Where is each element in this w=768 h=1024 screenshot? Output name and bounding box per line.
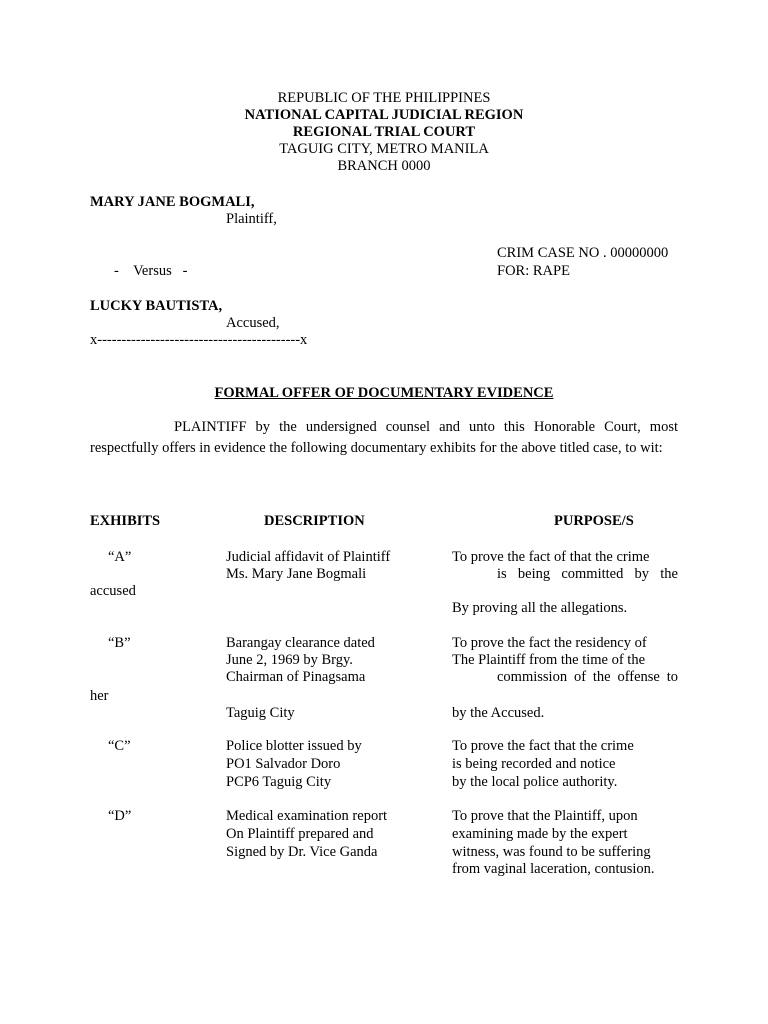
exhibit-purpose-line: The Plaintiff from the time of the [452, 652, 646, 668]
exhibit-purpose-line: By proving all the allegations. [452, 600, 628, 616]
exhibit-description-line: PCP6 Taguig City [226, 774, 332, 790]
exhibit-label: “A” [108, 549, 132, 565]
exhibit-description-line: Ms. Mary Jane Bogmali [226, 566, 367, 582]
plaintiff-name: MARY JANE BOGMALI, [90, 194, 255, 210]
accused-role: Accused, [226, 315, 280, 331]
exhibit-description-line: Police blotter issued by [226, 738, 362, 754]
exhibit-description-line: On Plaintiff prepared and [226, 826, 374, 842]
exhibit-purpose-overflow: accused [90, 583, 136, 599]
exhibit-purpose-line: commission of the offense to [497, 669, 678, 685]
exhibit-purpose-line: is being recorded and notice [452, 756, 616, 772]
exhibit-purpose-line: from vaginal laceration, contusion. [452, 861, 655, 877]
exhibit-description-line: Medical examination report [226, 808, 388, 824]
header-exhibits: EXHIBITS [90, 513, 161, 529]
case-number: CRIM CASE NO . 00000000 [497, 245, 669, 261]
exhibit-description-line: Judicial affidavit of Plaintiff [226, 549, 391, 565]
exhibit-purpose-line: To prove the fact the residency of [452, 635, 647, 651]
exhibit-description-line: Barangay clearance dated [226, 635, 375, 651]
exhibit-description-line: PO1 Salvador Doro [226, 756, 341, 772]
exhibit-description-line: Chairman of Pinagsama [226, 669, 366, 685]
exhibit-purpose-line: To prove the fact that the crime [452, 738, 634, 754]
exhibit-purpose-overflow: her [90, 688, 109, 704]
exhibit-description-line: Signed by Dr. Vice Ganda [226, 844, 378, 860]
exhibit-description-line: June 2, 1969 by Brgy. [226, 652, 353, 668]
caption-separator: x------------------------------------------x [90, 332, 308, 348]
exhibit-purpose-line: witness, was found to be suffering [452, 844, 651, 860]
header-description: DESCRIPTION [264, 513, 365, 529]
header-republic: REPUBLIC OF THE PHILIPPINES [277, 90, 491, 106]
intro-paragraph: PLAINTIFF by the undersigned counsel and unto this Honorable Court, most respectfully offers in evidence the following documentary exhibits for the above titled case, to wit: [90, 419, 678, 456]
header-city: TAGUIG CITY, METRO MANILA [279, 141, 489, 157]
exhibit-purpose-line: by the local police authority. [452, 774, 618, 790]
header-region: NATIONAL CAPITAL JUDICIAL REGION [244, 107, 524, 123]
exhibit-label: “B” [108, 635, 131, 651]
exhibit-purpose-line: To prove that the Plaintiff, upon [452, 808, 638, 824]
exhibit-label: “D” [108, 808, 132, 824]
header-branch: BRANCH 0000 [337, 158, 431, 174]
document-title: FORMAL OFFER OF DOCUMENTARY EVIDENCE [214, 385, 554, 401]
header-purpose: PURPOSE/S [554, 513, 634, 529]
versus: - Versus - [114, 263, 188, 279]
plaintiff-role: Plaintiff, [226, 211, 277, 227]
exhibit-purpose-line: is being committed by the [497, 566, 678, 582]
exhibit-description-line: Taguig City [226, 705, 295, 721]
exhibit-purpose-line: by the Accused. [452, 705, 545, 721]
accused-name: LUCKY BAUTISTA, [90, 298, 223, 314]
exhibit-label: “C” [108, 738, 131, 754]
exhibit-purpose-line: To prove the fact of that the crime [452, 549, 650, 565]
case-for: FOR: RAPE [497, 263, 570, 279]
exhibit-purpose-line: examining made by the expert [452, 826, 628, 842]
header-court: REGIONAL TRIAL COURT [292, 124, 476, 140]
